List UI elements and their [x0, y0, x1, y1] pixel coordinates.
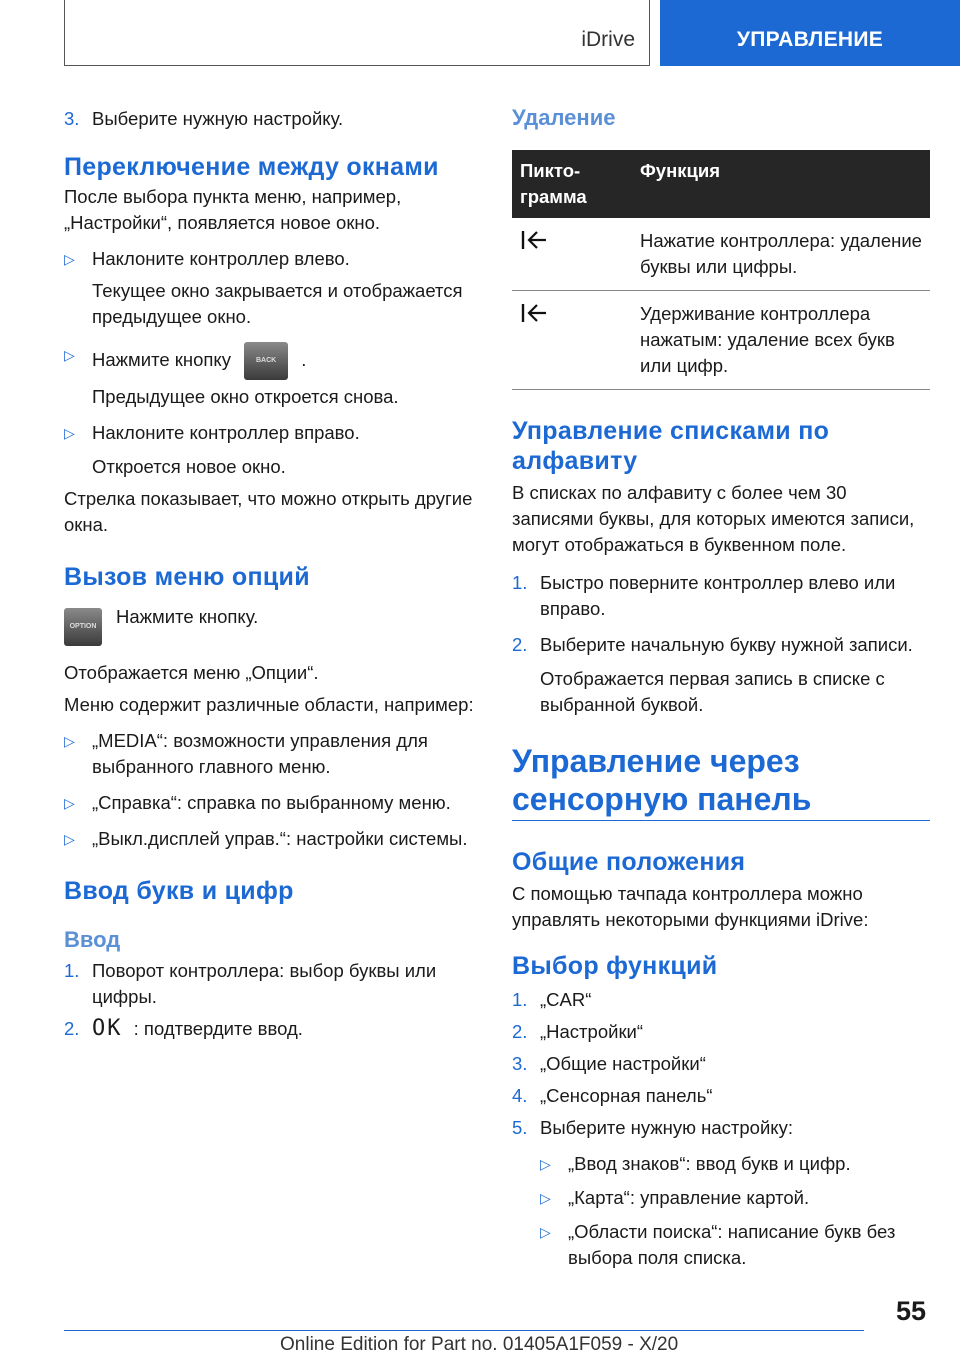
paragraph-alphabet: В списках по алфавиту с более чем 30 записями буквы, для которых имеются записи, могут отображаться в буквенном поле. — [512, 482, 915, 555]
bullet-item — [64, 826, 484, 852]
bullet-text: „Справка“: справка по выбранному меню. — [92, 792, 451, 813]
option-button-icon: OPTION — [64, 608, 102, 646]
footer-divider — [64, 1330, 864, 1331]
heading-options-menu: Вызов меню опций — [64, 563, 310, 591]
header-chapter-label: УПРАВЛЕНИЕ — [736, 28, 884, 51]
bullet-text: „MEDIA“: возможности управления для выбранного главного меню. — [92, 730, 428, 777]
step-item — [512, 1115, 930, 1141]
heading-input-letters: Ввод букв и цифр — [64, 877, 294, 905]
bullet-triangle-icon: ▷ — [64, 795, 75, 811]
paragraph-menu-shown: Отображается меню „Опции“. — [64, 662, 319, 683]
bullet-item — [64, 728, 484, 780]
step-item — [512, 1051, 930, 1077]
bullet-triangle-icon: ▷ — [540, 1156, 551, 1172]
step-number: 1. — [512, 572, 528, 593]
step-item — [64, 958, 484, 1010]
bullet-triangle-icon: ▷ — [64, 347, 75, 363]
bullet-item — [512, 1151, 930, 1177]
step-text: „Сенсорная панель“ — [540, 1085, 713, 1106]
table-cell-function: Удерживание контроллера нажатым: удаление всех букв или цифр. — [632, 291, 930, 390]
bullet-triangle-icon: ▷ — [64, 251, 75, 267]
bullet-text: Наклоните контроллер влево. — [92, 248, 350, 269]
heading-switch-windows: Переключение между окнами — [64, 153, 439, 181]
step-number: 5. — [512, 1117, 528, 1138]
step-text: Быстро поверните контроллер влево или вправо. — [540, 572, 896, 619]
bullet-item — [512, 1219, 930, 1271]
paragraph-arrow: Стрелка показывает, что можно открыть другие окна. — [64, 488, 473, 535]
step-text: Выберите нужную настройку. — [92, 108, 344, 129]
step-number: 1. — [512, 989, 528, 1010]
step-text: Выберите нужную настройку: — [540, 1117, 793, 1138]
bullet-item — [64, 420, 484, 446]
bullet-subtext: Откроется новое окно. — [92, 456, 286, 477]
option-row — [64, 604, 484, 646]
paragraph-menu-contains: Меню содержит различные области, например: — [64, 694, 474, 715]
step-text: : подтвердите ввод. — [133, 1018, 303, 1039]
bullet-subtext: Текущее окно закрывается и отображается предыдущее окно. — [92, 280, 463, 327]
bullet-item — [64, 246, 484, 272]
page-number: 55 — [895, 1296, 926, 1326]
step-text: Выберите начальную букву нужной записи. — [540, 634, 913, 655]
table-row — [512, 218, 930, 291]
header-chapter-tab — [660, 0, 960, 66]
bullet-triangle-icon: ▷ — [64, 831, 75, 847]
step-subtext: Отображается первая запись в списке с выбранной буквой. — [540, 668, 885, 715]
bullet-text-end: . — [301, 348, 307, 370]
step-text: „Общие настройки“ — [540, 1053, 706, 1074]
step-number: 2. — [512, 1021, 528, 1042]
step-item — [512, 632, 930, 658]
delete-table — [512, 150, 930, 390]
step-text: „CAR“ — [540, 989, 592, 1010]
press-button-text: Нажмите кнопку. — [116, 606, 259, 627]
step-number: 3. — [512, 1053, 528, 1074]
footer-edition-text: Online Edition for Part no. 01405A1F059 - X/20 — [280, 1334, 679, 1355]
heading-input: Ввод — [64, 927, 121, 952]
delete-icon — [520, 228, 548, 252]
bullet-item — [64, 790, 484, 816]
left-column — [64, 100, 484, 1042]
heading-general: Общие положения — [512, 848, 746, 876]
header-section-label: iDrive — [581, 28, 635, 51]
table-header-pictogram: Пикто-грамма — [512, 150, 632, 218]
step-item — [64, 106, 484, 132]
bullet-text: „Ввод знаков“: ввод букв и цифр. — [568, 1153, 851, 1174]
right-column — [512, 100, 930, 1271]
step-item — [64, 1016, 484, 1042]
step-item — [512, 1019, 930, 1045]
heading-delete: Удаление — [512, 105, 616, 130]
step-number: 4. — [512, 1085, 528, 1106]
bullet-text: Нажмите кнопку — [92, 348, 231, 370]
bullet-text: Наклоните контроллер вправо. — [92, 422, 360, 443]
bullet-text: „Карта“: управление картой. — [568, 1187, 810, 1208]
table-header-function: Функция — [632, 150, 930, 218]
heading-select-functions: Выбор функций — [512, 952, 718, 980]
step-text: Поворот контроллера: выбор буквы или цифры. — [92, 960, 437, 1007]
delete-icon — [520, 301, 548, 325]
bullet-item — [64, 342, 484, 380]
paragraph-general: С помощью тачпада контроллера можно управлять некоторыми функциями iDrive: — [512, 883, 869, 930]
bullet-subtext: Предыдущее окно откроется снова. — [92, 386, 399, 407]
table-header-row — [512, 150, 930, 218]
step-number: 3. — [64, 108, 80, 129]
bullet-text: „Выкл.дисплей управ.“: настройки системы. — [92, 828, 468, 849]
step-item — [512, 570, 930, 622]
back-button-icon: BACK — [244, 342, 288, 380]
bullet-triangle-icon: ▷ — [540, 1224, 551, 1240]
ok-icon: OK — [92, 1016, 123, 1041]
bullet-text: „Области поиска“: написание букв без выбора поля списка. — [568, 1221, 896, 1268]
table-cell-function: Нажатие контроллера: удаление буквы или цифры. — [632, 218, 930, 291]
table-row — [512, 291, 930, 390]
bullet-triangle-icon: ▷ — [64, 425, 75, 441]
bullet-triangle-icon: ▷ — [64, 733, 75, 749]
heading-touchpad: Управление через сенсорную панель — [512, 742, 930, 821]
step-number: 2. — [512, 634, 528, 655]
heading-alphabet-lists: Управление списками по алфавиту — [512, 417, 830, 475]
step-number: 2. — [64, 1018, 80, 1039]
step-text: „Настройки“ — [540, 1021, 644, 1042]
paragraph-windows: После выбора пункта меню, например, „Настройки“, появляется новое окно. — [64, 186, 402, 233]
step-number: 1. — [64, 960, 80, 981]
bullet-triangle-icon: ▷ — [540, 1190, 551, 1206]
step-item — [512, 1083, 930, 1109]
header-section-box — [64, 0, 650, 66]
bullet-item — [512, 1185, 930, 1211]
step-item — [512, 987, 930, 1013]
